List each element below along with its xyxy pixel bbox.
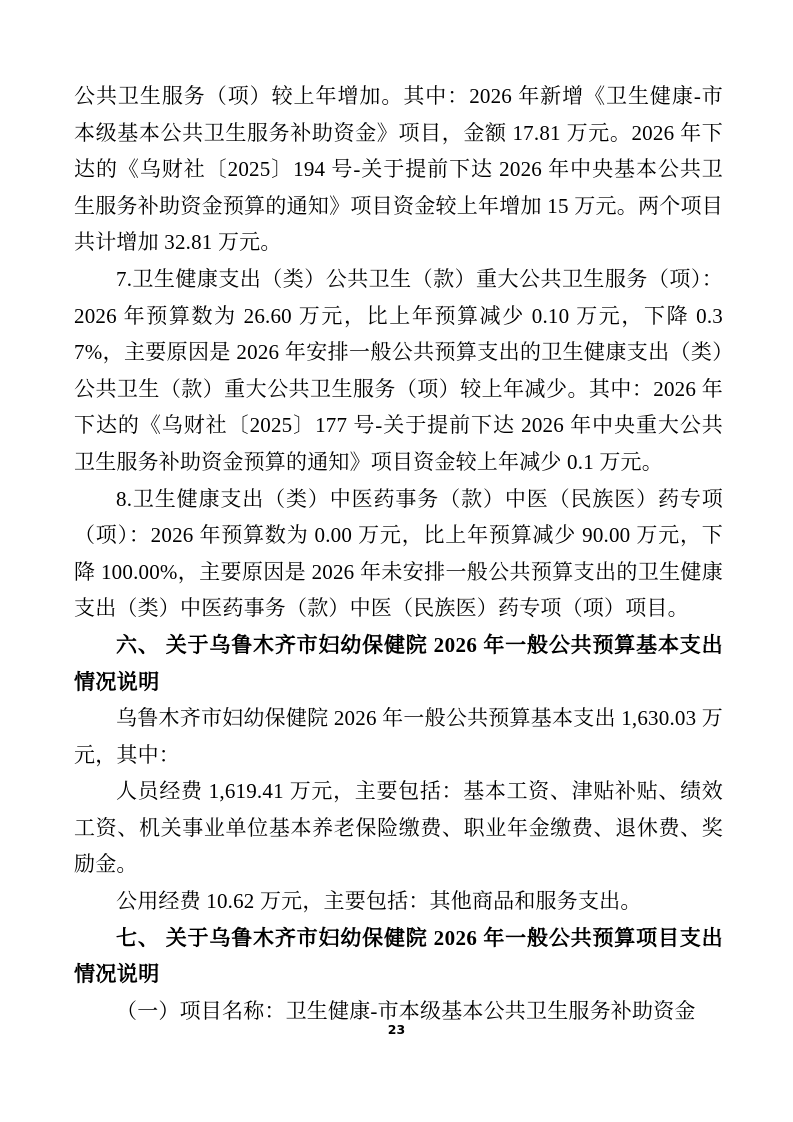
page-number: 23 <box>387 1022 406 1037</box>
paragraph-continuation: 公共卫生服务（项）较上年增加。其中：2026 年新增《卫生健康-市本级基本公共卫生服务补助资金》项目，金额 17.81 万元。2026 年下达的《乌财社〔2025〕194 号-关于提前下达 2026 年中央基本公共卫生服务补助资金预算的通知》项目资金较上年增加 15 万元。两个项目共计增加 32.81 万元。 <box>74 84 723 255</box>
document-body <box>74 78 723 1029</box>
paragraph-item-7: 7.卫生健康支出（类）公共卫生（款）重大公共卫生服务（项）：2026 年预算数为 26.60 万元，比上年预算减少 0.10 万元，下降 0.37%，主要原因是 2026 年安排一般公共预算支出的卫生健康支出（类）公共卫生（款）重大公共卫生服务（项）较上年减少。其中：2026 年下达的《乌财社〔2025〕177 号-关于提前下达 2026 年中央重大公共卫生服务补助资金预算的通知》项目资金较上年减少 0.1 万元。 <box>74 266 723 474</box>
paragraph-item-8: 8.卫生健康支出（类）中医药事务（款）中医（民族医）药专项（项）：2026 年预算数为 0.00 万元，比上年预算减少 90.00 万元，下降 100.00%，主要原因是 2026 年未安排一般公共预算支出的卫生健康支出（类）中医药事务（款）中医（民族医）药专项（项）项目。 <box>74 486 723 621</box>
section-heading-7: 七、 关于乌鲁木齐市妇幼保健院 2026 年一般公共预算项目支出情况说明 <box>74 925 723 987</box>
paragraph-public-funds: 公用经费 10.62 万元，主要包括：其他商品和服务支出。 <box>116 889 642 914</box>
paragraph-project-name: （一）项目名称：卫生健康-市本级基本公共卫生服务补助资金 <box>116 998 696 1023</box>
paragraph-personnel-funds: 人员经费 1,619.41 万元，主要包括：基本工资、津贴补贴、绩效工资、机关事业单位基本养老保险缴费、职业年金缴费、退休费、奖励金。 <box>74 779 723 877</box>
section-heading-6: 六、 关于乌鲁木齐市妇幼保健院 2026 年一般公共预算基本支出情况说明 <box>74 632 723 694</box>
paragraph-basic-expenditure-total: 乌鲁木齐市妇幼保健院 2026 年一般公共预算基本支出 1,630.03 万元，其中： <box>74 706 723 767</box>
